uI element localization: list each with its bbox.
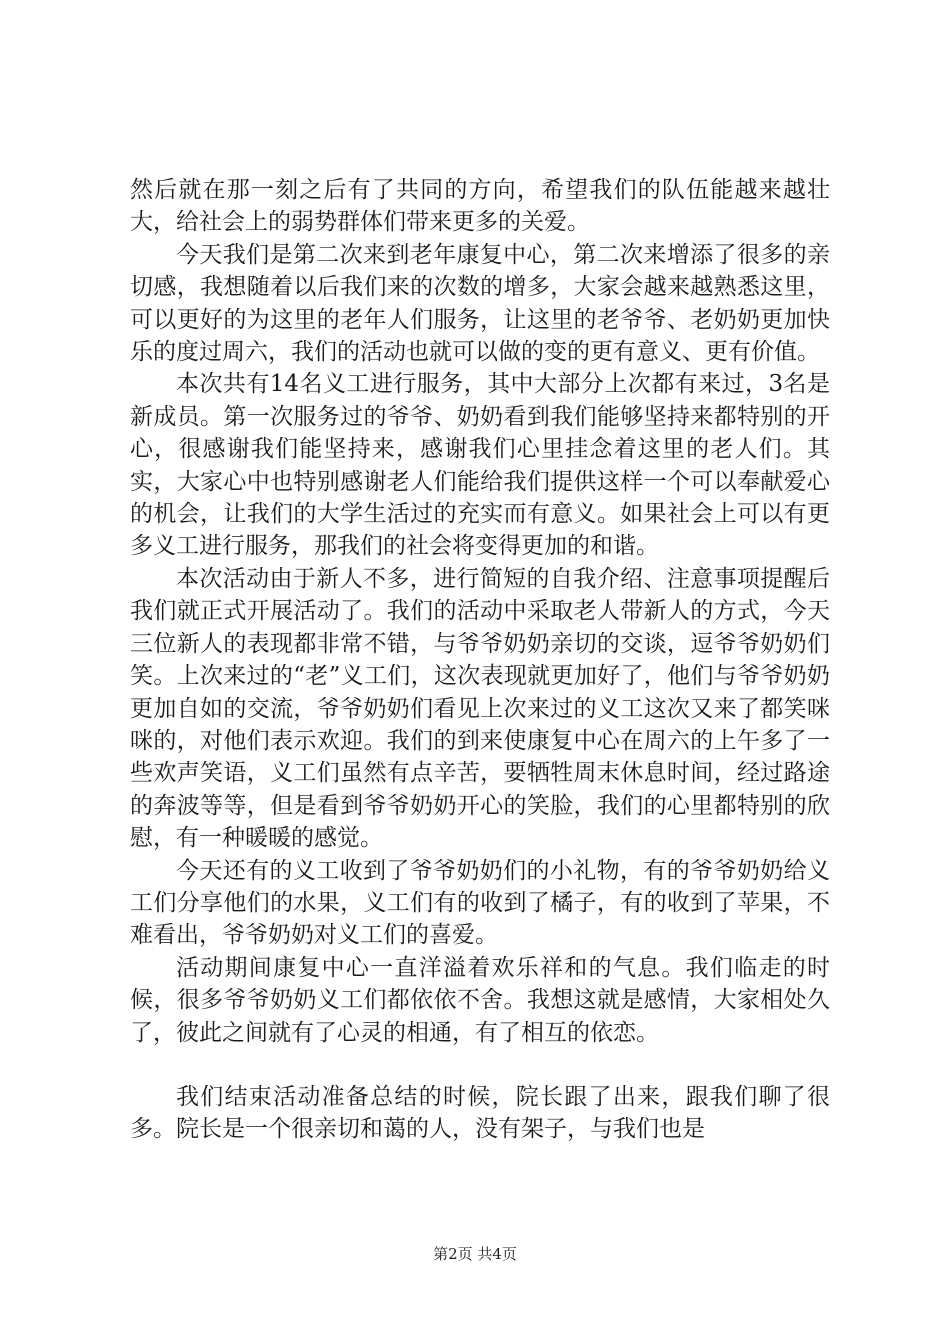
document-body [130, 174, 830, 1146]
paragraph-farewell: 活动期间康复中心一直洋溢着欢乐祥和的气息。我们临走的时候，很多爷爷奶奶义工们都依依不舍。我想这就是感情，大家相处久了，彼此之间就有了心灵的相通，有了相互的依恋。 [130, 954, 830, 1046]
paragraph-gifts: 今天还有的义工收到了爷爷奶奶们的小礼物，有的爷爷奶奶给义工们分享他们的水果，义工们有的收到了橘子，有的收到了苹果，不难看出，爷爷奶奶对义工们的喜爱。 [130, 857, 830, 949]
paragraph-second-visit: 今天我们是第二次来到老年康复中心，第二次来增添了很多的亲切感，我想随着以后我们来的次数的增多，大家会越来越熟悉这里，可以更好的为这里的老年人们服务，让这里的老爷爷、老奶奶更加快乐的度过周六，我们的活动也就可以做的变的更有意义、更有价值。 [130, 241, 830, 366]
paragraph-volunteer-count: 本次共有14名义工进行服务，其中大部分上次都有来过，3名是新成员。第一次服务过的爷爷、奶奶看到我们能够坚持来都特别的开心，很感谢我们能坚持来，感谢我们心里挂念着这里的老人们。其实，大家心中也特别感谢老人们能给我们提供这样一个可以奉献爱心的机会，让我们的大学生活过的充实而有意义。如果社会上可以有更多义工进行服务，那我们的社会将变得更加的和谐。 [130, 371, 830, 560]
paragraph-continuation: 然后就在那一刻之后有了共同的方向，希望我们的队伍能越来越壮大，给社会上的弱势群体们带来更多的关爱。 [130, 177, 830, 236]
paragraph-director: 我们结束活动准备总结的时候，院长跟了出来，跟我们聊了很多。院长是一个很亲切和蔼的人，没有架子，与我们也是 [130, 1083, 830, 1143]
page-number-footer: 第2页 共4页 [433, 1245, 517, 1263]
paragraph-activity-details: 本次活动由于新人不多，进行简短的自我介绍、注意事项提醒后我们就正式开展活动了。我们的活动中采取老人带新人的方式，今天三位新人的表现都非常不错，与爷爷奶奶亲切的交谈，逗爷爷奶奶们笑。上次来过的“老”义工们，这次表现就更加好了，他们与爷爷奶奶更加自如的交流，爷爷奶奶们看见上次来过的义工这次又来了都笑咪咪的，对他们表示欢迎。我们的到来使康复中心在周六的上午多了一些欢声笑语，义工们虽然有点辛苦，要牺牲周末休息时间，经过路途的奔波等等，但是看到爷爷奶奶开心的笑脸，我们的心里都特别的欣慰，有一种暖暖的感觉。 [130, 565, 830, 852]
